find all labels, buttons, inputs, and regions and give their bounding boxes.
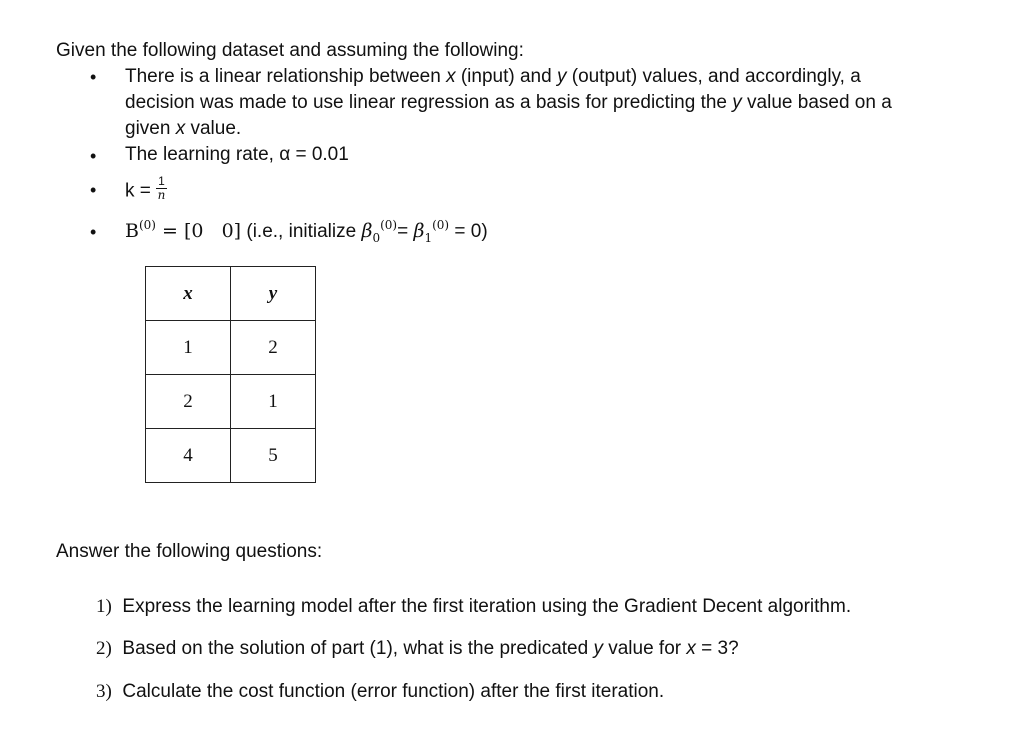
column-header-x: x [146,267,231,321]
fraction-denominator: n [157,188,166,202]
assumption-linear-line2 [125,92,892,114]
var-x: x [686,638,696,659]
bullet: • [90,180,97,200]
intro-text: Given the following dataset and assuming the following: [56,40,524,61]
question-text: Based on the solution of part (1), what is the predicated [122,638,594,659]
matrix-b: B [125,220,139,242]
bullet: • [90,222,97,242]
superscript: (0) [380,218,398,232]
table-cell: 1 [231,375,316,429]
var-x: x [175,118,186,139]
assumption-linear-line1 [125,66,861,88]
question-number: 1) [96,596,112,617]
bullet: • [90,146,97,166]
question-number: 2) [96,638,112,659]
beta-symbol: β [361,220,373,242]
answer-prompt: Answer the following questions: [56,541,323,562]
table-cell: 4 [146,429,231,483]
matrix-value: = [0 0] [155,220,242,242]
text: value based on a [741,92,892,113]
assumption-learning-rate: The learning rate, α = 0.01 [125,144,349,165]
beta-symbol: β [413,220,425,242]
question-text: Calculate the cost function (error function) after the first iteration. [122,681,665,702]
table-row [146,375,316,429]
subscript: 0 [372,231,381,245]
var-y: y [732,92,742,113]
assumption-linear-line3 [125,118,241,140]
text: There is a linear relationship between [125,66,447,87]
column-header-y: y [231,267,316,321]
question-2 [96,638,739,660]
question-text: Express the learning model after the first iteration using the Gradient Decent algorithm. [122,596,852,617]
text: k = [125,180,157,202]
assumption-k [125,174,167,205]
text: (i.e., initialize [241,221,362,242]
question-number: 3) [96,681,112,702]
question-1 [96,596,851,618]
question-3 [96,681,664,703]
var-y: y [593,638,603,659]
table-cell: 1 [146,321,231,375]
var-x: x [446,66,456,87]
table-row [146,429,316,483]
assumption-initial-weights [125,220,488,244]
text: (output) values, and accordingly, a [566,66,861,87]
bullet: • [90,67,97,87]
text: decision was made to use linear regression as a basis for predicting the [125,92,733,113]
fraction [156,175,167,202]
text: value. [185,118,242,139]
dataset-table [145,266,316,483]
superscript: (0) [138,218,156,232]
superscript: (0) [432,218,450,232]
text: = 0) [449,221,488,242]
table-cell: 2 [146,375,231,429]
table-header-row [146,267,316,321]
table-cell: 2 [231,321,316,375]
text: given [125,118,176,139]
text: (input) and [455,66,557,87]
fraction-numerator: 1 [158,174,165,188]
table-row [146,321,316,375]
question-text: = 3? [695,638,739,659]
subscript: 1 [424,231,433,245]
table-cell: 5 [231,429,316,483]
question-text: value for [602,638,687,659]
var-y: y [556,66,567,87]
text: = [397,221,414,242]
